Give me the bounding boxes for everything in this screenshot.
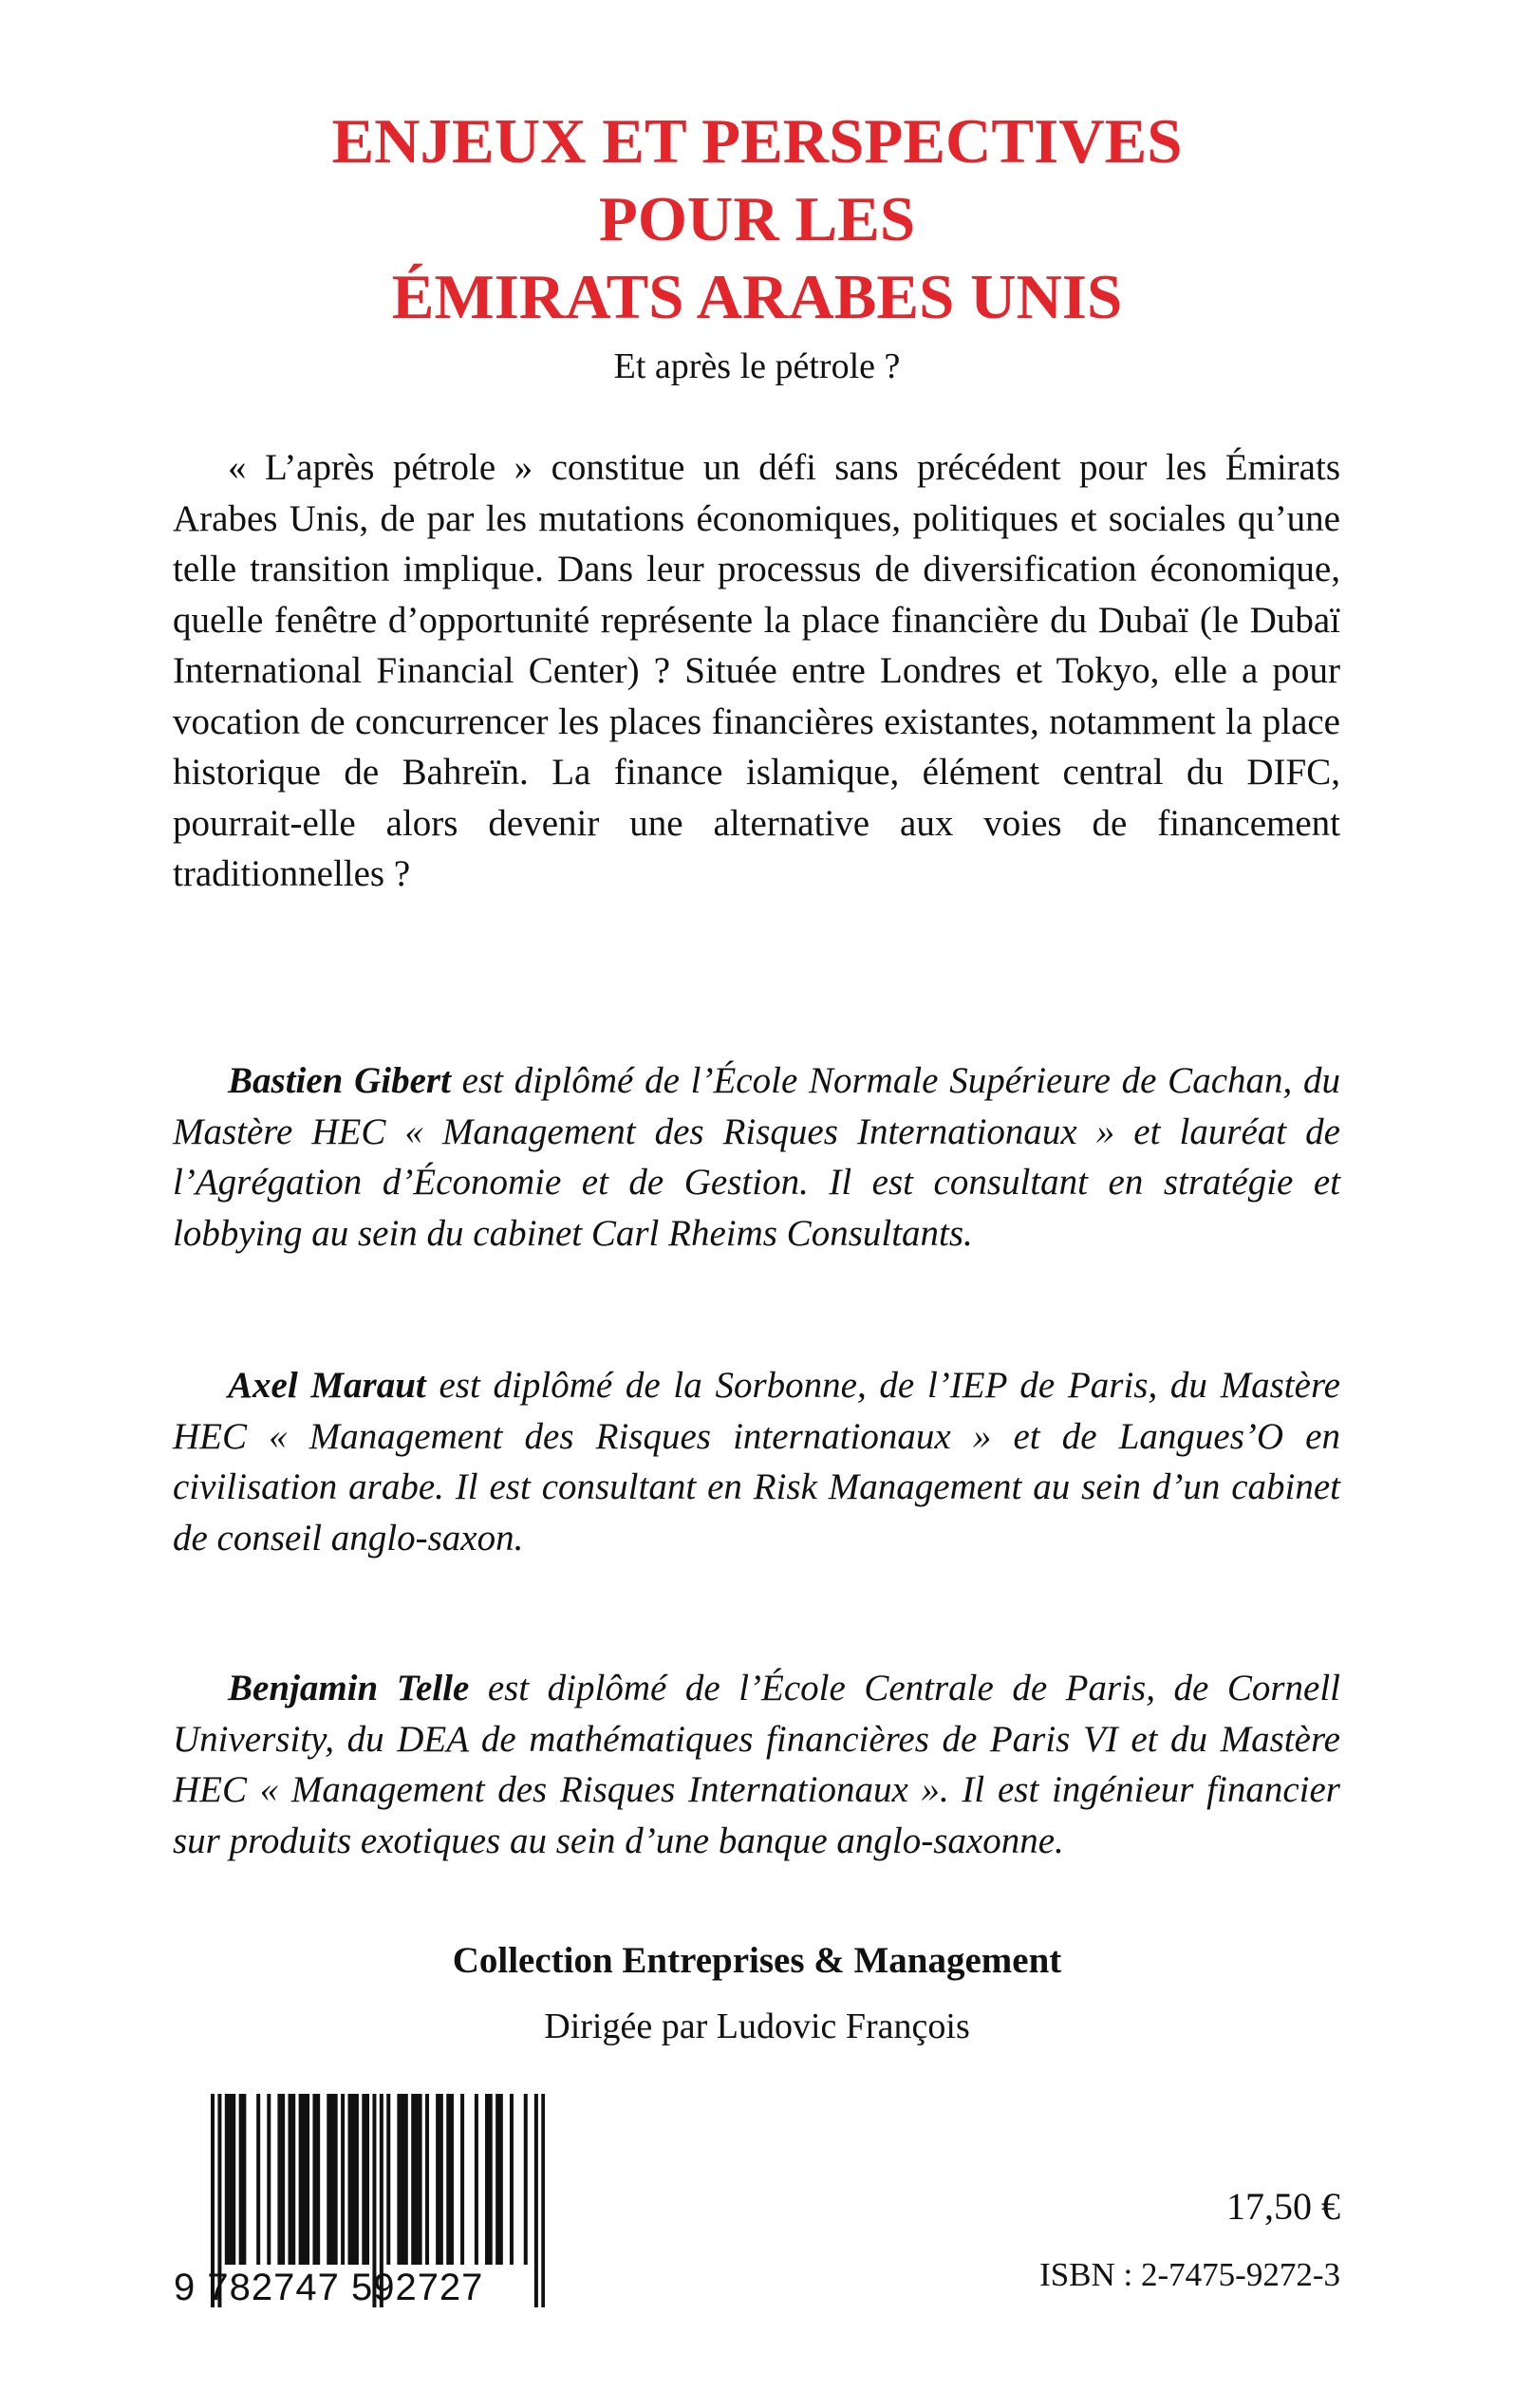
barcode-bar	[327, 2094, 330, 2265]
barcode-bar	[446, 2094, 450, 2265]
collection-director: Dirigée par Ludovic François	[544, 2007, 970, 2046]
barcode-bar	[330, 2094, 334, 2265]
author-bio-text-3: est diplômé de l’École Centrale de Paris, de Cornell University, du DEA de mathématiques financières de Paris VI et du Mastère HEC « Management des Risques Internationaux ». Il est ingénieur financier sur produits exotiques au sein d’une banque anglo-saxonne.	[173, 1668, 1340, 1861]
title-line-1: ENJEUX ET PERSPECTIVES	[331, 106, 1183, 177]
barcode-bar	[281, 2094, 285, 2265]
barcode-bar	[302, 2094, 306, 2265]
isbn: ISBN : 2-7475-9272-3	[1039, 2256, 1340, 2293]
barcode-bar	[450, 2094, 454, 2265]
author-bio-text-2: est diplômé de la Sorbonne, de l’IEP de Paris, du Mastère HEC « Management des Risques internationaux » et de Langues’O en civilisation arabe. Il est consultant en Risk Management au sein d’un cabinet de conseil anglo-saxon.	[173, 1365, 1340, 1559]
author-name-1: Bastien Gibert	[228, 1060, 451, 1101]
barcode-bar	[439, 2094, 443, 2265]
price: 17,50 €	[1226, 2185, 1340, 2228]
title-line-3: ÉMIRATS ARABES UNIS	[391, 262, 1123, 332]
barcode-bar	[401, 2094, 404, 2265]
barcode-bar	[404, 2094, 408, 2265]
barcode-bar	[397, 2094, 401, 2265]
barcode-bar	[489, 2094, 493, 2265]
barcode-bar	[495, 2094, 499, 2265]
barcode-bar	[425, 2094, 429, 2265]
barcode-bar	[341, 2094, 345, 2265]
barcode-bar	[436, 2094, 439, 2265]
barcode-bar	[267, 2094, 271, 2265]
barcode-bar	[415, 2094, 419, 2265]
barcode-bar	[334, 2094, 338, 2265]
barcode-bar	[232, 2094, 235, 2265]
barcode-bar	[411, 2094, 415, 2265]
barcode-bar	[316, 2094, 320, 2265]
author-bio-3	[173, 1663, 1340, 1866]
title-line-2: POUR LES	[598, 184, 916, 254]
barcode-bar	[355, 2094, 359, 2265]
barcode-bar	[291, 2094, 295, 2265]
barcode-bar	[386, 2094, 390, 2265]
barcode-bar	[351, 2094, 355, 2265]
barcode-bar	[289, 2094, 292, 2265]
barcode-bar	[510, 2094, 514, 2265]
barcode-bar	[242, 2094, 246, 2265]
barcode-bar	[239, 2094, 243, 2265]
collection-name: Collection Entreprises & Management	[452, 1940, 1062, 1981]
barcode-bar	[225, 2094, 229, 2265]
barcode-number: 9 782747 592727	[174, 2267, 484, 2308]
barcode-bar	[299, 2094, 303, 2265]
author-name-2: Axel Maraut	[228, 1365, 426, 1406]
barcode-bar	[256, 2094, 260, 2265]
barcode-bar	[362, 2094, 365, 2265]
barcode-bar	[312, 2094, 316, 2265]
book-title	[0, 103, 1514, 336]
barcode-bar	[499, 2094, 503, 2265]
barcode-bar	[419, 2094, 422, 2265]
author-bio-text-1: est diplômé de l’École Normale Supérieure de Cachan, du Mastère HEC « Management des Risques Internationaux » et lauréat de l’Agrégation d’Économie et de Gestion. Il est consultant en stratégie et lobbying au sein du cabinet Carl Rheims Consultants.	[173, 1060, 1340, 1254]
author-name-3: Benjamin Telle	[228, 1668, 470, 1708]
book-subtitle: Et après le pétrole ?	[613, 346, 901, 386]
barcode-bar	[229, 2094, 233, 2265]
barcode-bar	[365, 2094, 369, 2265]
barcode-bar	[277, 2094, 281, 2265]
author-bio-1	[173, 1055, 1340, 1259]
barcode-bar	[475, 2094, 478, 2265]
barcode-bar	[460, 2094, 464, 2265]
author-bio-2	[173, 1360, 1340, 1563]
summary-text: « L’après pétrole » constitue un défi sans précédent pour les Émirats Arabes Unis, de par les mutations économiques, politiques et sociales qu’une telle transition implique. Dans leur processus de diversification économique, quelle fenêtre d’opportunité représente la place financière du Dubaï (le Dubaï International Financial Center) ? Située entre Londres et Tokyo, elle a pour vocation de concurrencer les places financières existantes, notamment la place historique de Bahreïn. La finance islamique, élément central du DIFC, pourrait-elle alors devenir une alternative aux voies de financement traditionnelles ?	[173, 447, 1340, 894]
summary-paragraph	[173, 442, 1340, 900]
barcode-bar	[485, 2094, 489, 2265]
barcode-bar	[524, 2094, 528, 2265]
barcode-bar	[348, 2094, 352, 2265]
barcode-bar	[306, 2094, 309, 2265]
